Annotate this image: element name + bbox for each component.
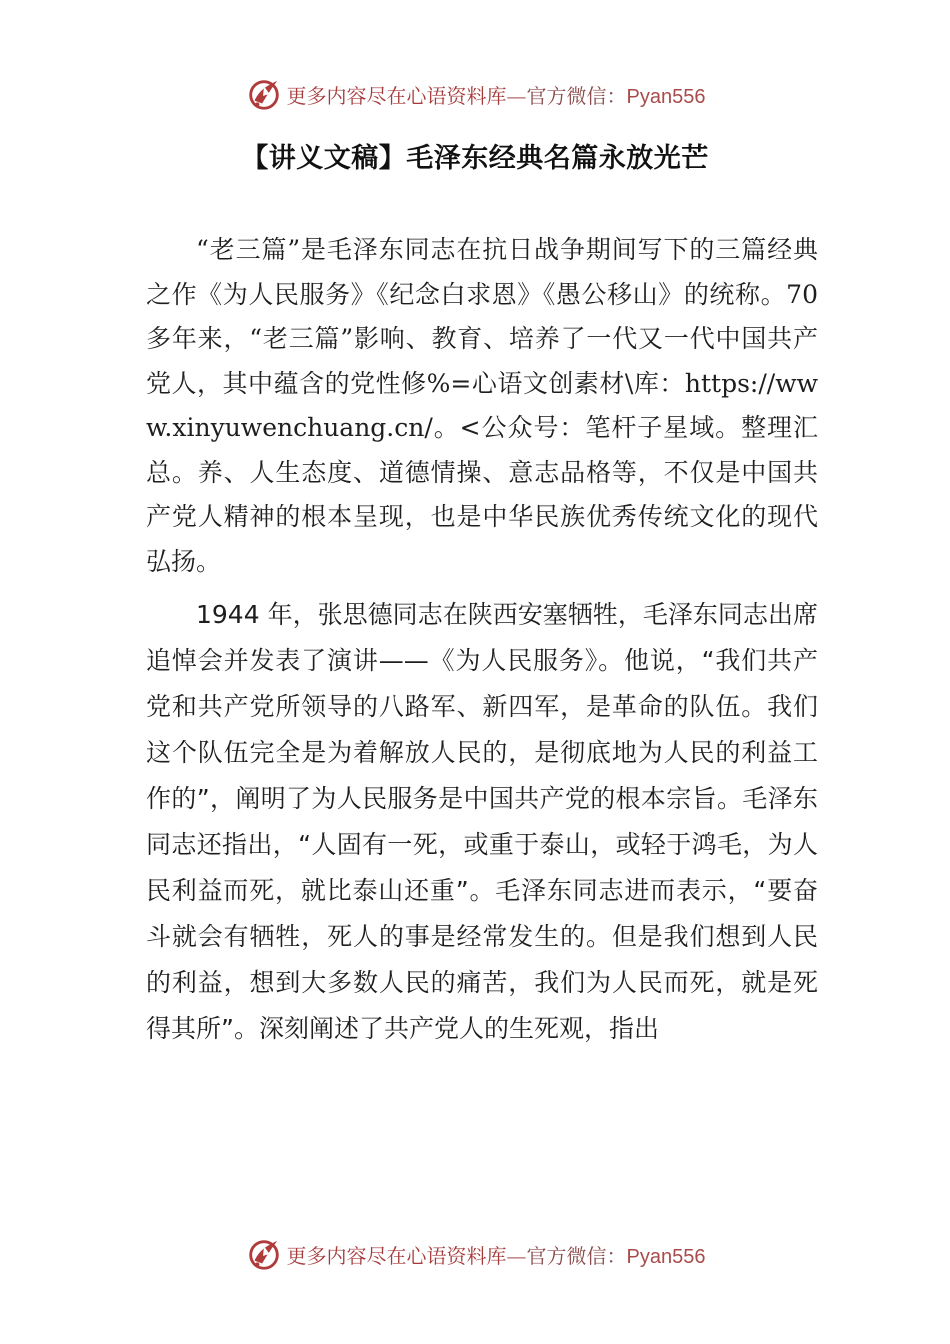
footer-banner: [0, 1232, 950, 1276]
header-wechat-label: 官方微信：: [526, 83, 627, 108]
header-banner: [0, 72, 950, 116]
paragraph-1: “老三篇”是毛泽东同志在抗日战争期间写下的三篇经典之作《为人民服务》《纪念白求恩》《愚公移山》的统称。70 多年来，“老三篇”影响、教育、培养了一代又一代中国共产党人，其中蕴含的党性修%=心语文创素材\库：https://www.xinyuwenchuang.cn/。<公众号：笔杆子星域。整理汇总。养、人生态度、道德情操、意志品格等，不仅是中国共产党人精神的根本呈现，也是中华民族优秀传统文化的现代弘扬。: [146, 235, 818, 576]
header-banner-text: [287, 80, 706, 109]
header-banner-inner: [245, 72, 706, 116]
header-banner-slogan: 更多内容尽在心语资料库: [286, 83, 507, 108]
footer-banner-dash: —: [506, 1243, 527, 1268]
footer-banner-text: [287, 1240, 706, 1269]
logo-icon: [245, 75, 283, 113]
logo-icon: [245, 1235, 283, 1273]
paragraph-2: 1944 年，张思德同志在陕西安塞牺牲，毛泽东同志出席追悼会并发表了演讲——《为人民服务》。他说，“我们共产党和共产党所领导的八路军、新四军，是革命的队伍。我们这个队伍完全是为着解放人民的，是彻底地为人民的利益工作的”，阐明了为人民服务是中国共产党的根本宗旨。毛泽东同志还指出，“人固有一死，或重于泰山，或轻于鸿毛，为人民利益而死，就比泰山还重”。毛泽东同志进而表示，“要奋斗就会有牺牲，死人的事是经常发生的。但是我们想到人民的利益，想到大多数人民的痛苦，我们为人民而死，就是死得其所”。深刻阐述了共产党人的生死观，指出: [146, 600, 818, 1043]
header-wechat-id: Pyan556: [626, 85, 706, 108]
document-title: 【讲义文稿】毛泽东经典名篇永放光芒: [241, 143, 709, 174]
footer-banner-inner: [245, 1232, 706, 1276]
footer-banner-slogan: 更多内容尽在心语资料库: [286, 1243, 507, 1268]
footer-wechat-id: Pyan556: [626, 1245, 706, 1268]
footer-wechat-label: 官方微信：: [526, 1243, 627, 1268]
document-body: [146, 228, 818, 1052]
header-banner-dash: —: [506, 83, 527, 108]
